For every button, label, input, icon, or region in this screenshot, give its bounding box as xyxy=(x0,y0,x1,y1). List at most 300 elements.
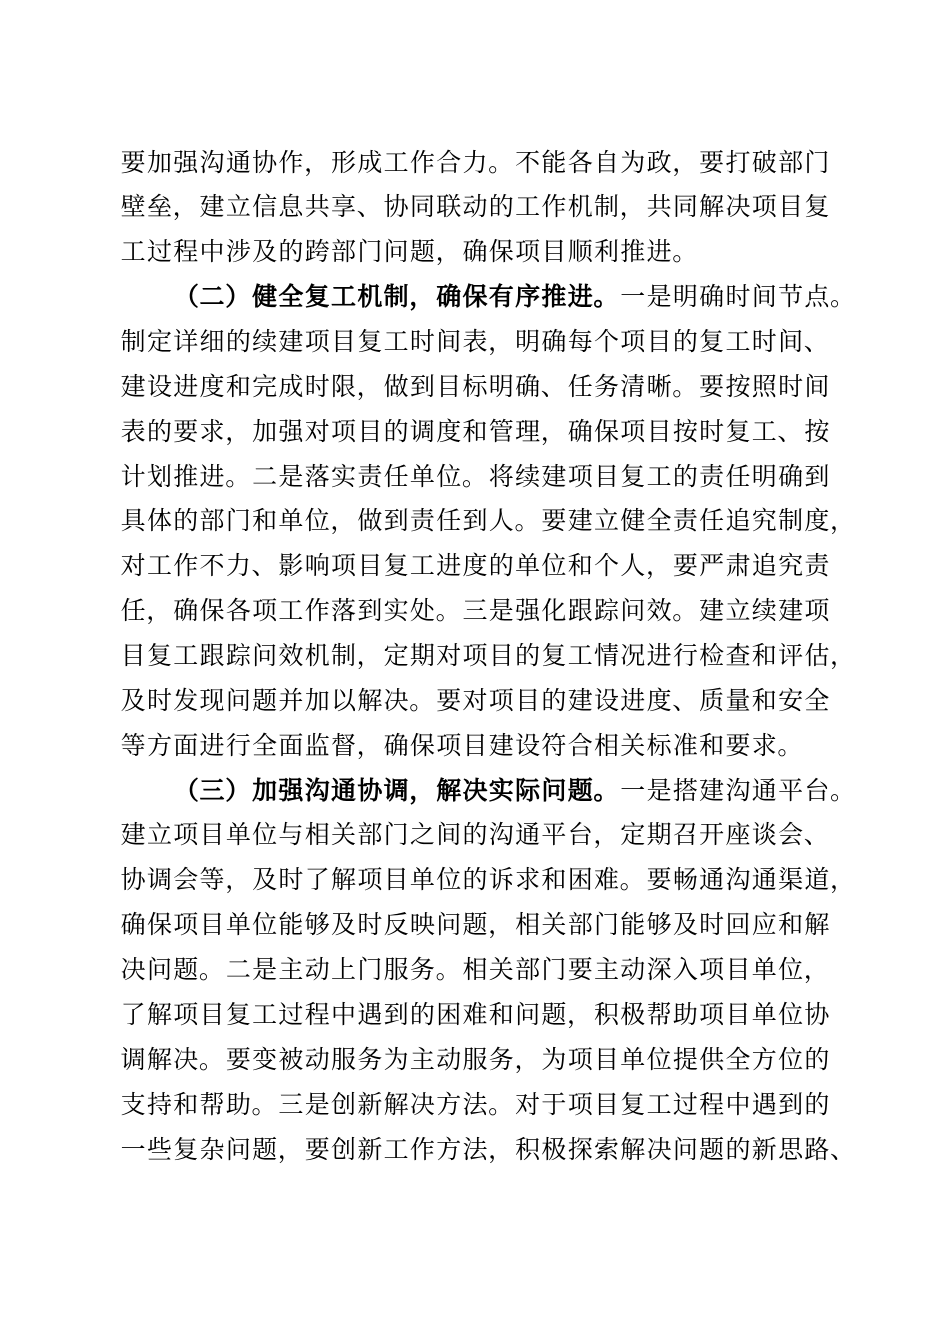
glyph: 目 xyxy=(199,999,225,1029)
glyph: 决 xyxy=(120,955,146,985)
glyph: 设 xyxy=(515,730,541,760)
glyph: 准 xyxy=(672,730,698,760)
glyph: 究 xyxy=(778,551,804,581)
glyph: 位 xyxy=(304,506,330,536)
glyph: 中 xyxy=(331,999,357,1029)
glyph: 全 xyxy=(725,1044,751,1074)
glyph: 壁 xyxy=(120,192,146,222)
glyph: 进 xyxy=(199,461,225,491)
glyph: ， xyxy=(435,237,461,267)
text-line xyxy=(120,1038,880,1083)
glyph: ， xyxy=(304,147,330,177)
glyph: 供 xyxy=(699,1044,725,1074)
glyph: 共 xyxy=(646,192,672,222)
glyph: 要 xyxy=(304,1134,330,1164)
glyph: 跨 xyxy=(304,237,330,267)
glyph: 协 xyxy=(252,147,278,177)
glyph: 中 xyxy=(199,237,225,267)
glyph: 健 xyxy=(252,282,278,312)
glyph: 。 xyxy=(409,685,435,715)
glyph: 和 xyxy=(488,999,514,1029)
glyph: 解 xyxy=(146,999,172,1029)
glyph: 通 xyxy=(515,820,541,850)
glyph: 行 xyxy=(672,641,698,671)
glyph: 项 xyxy=(173,910,199,940)
glyph: 影 xyxy=(278,551,304,581)
glyph: 积 xyxy=(593,999,619,1029)
glyph: 期 xyxy=(409,641,435,671)
line-text xyxy=(120,686,830,715)
glyph: 进 xyxy=(620,685,646,715)
glyph: 全 xyxy=(804,685,830,715)
glyph: 的 xyxy=(488,551,514,581)
glyph: ， xyxy=(514,1044,540,1074)
glyph: 题 xyxy=(173,955,199,985)
glyph: 时 xyxy=(725,282,751,312)
glyph: 目 xyxy=(462,730,488,760)
text-line xyxy=(120,948,880,993)
glyph: 效 xyxy=(278,641,304,671)
glyph: 复 xyxy=(146,641,172,671)
glyph: 要 xyxy=(120,147,146,177)
glyph: 求 xyxy=(515,865,541,895)
glyph: 进 xyxy=(646,237,672,267)
paragraph-section-2 xyxy=(120,275,880,768)
glyph: 沟 xyxy=(304,775,330,805)
glyph: 解 xyxy=(620,1134,646,1164)
glyph: 建 xyxy=(120,820,146,850)
glyph: 合 xyxy=(436,147,462,177)
glyph: 目 xyxy=(593,1089,619,1119)
glyph: 复 xyxy=(620,461,646,491)
glyph: 作 xyxy=(304,596,330,626)
glyph: 标 xyxy=(462,371,488,401)
text-line xyxy=(120,1083,880,1128)
glyph: 求 xyxy=(751,730,777,760)
glyph: 工 xyxy=(120,237,146,267)
line-text xyxy=(620,776,857,805)
glyph: 帮 xyxy=(199,1089,225,1119)
text-line xyxy=(120,230,880,275)
glyph: 协 xyxy=(357,775,383,805)
glyph: 杂 xyxy=(199,1134,225,1164)
glyph: 项 xyxy=(620,327,646,357)
glyph: 、 xyxy=(803,820,829,850)
glyph: ， xyxy=(803,955,829,985)
glyph: 部 xyxy=(778,147,804,177)
glyph: 推 xyxy=(173,461,199,491)
glyph: 表 xyxy=(120,416,146,446)
glyph: 的 xyxy=(804,1044,830,1074)
glyph: 能 xyxy=(278,910,304,940)
glyph: 到 xyxy=(778,1089,804,1119)
glyph: 力 xyxy=(462,147,488,177)
glyph: 情 xyxy=(593,641,619,671)
glyph: 任 xyxy=(567,371,593,401)
glyph: 解 xyxy=(383,1089,409,1119)
glyph: 责 xyxy=(357,461,383,491)
glyph: ， xyxy=(830,506,856,536)
glyph: 检 xyxy=(699,641,725,671)
glyph: 落 xyxy=(304,461,330,491)
glyph: （ xyxy=(173,775,199,805)
glyph: 项 xyxy=(567,1089,593,1119)
glyph: 能 xyxy=(620,910,646,940)
glyph: 确 xyxy=(778,461,804,491)
glyph: 工 xyxy=(383,327,409,357)
glyph: 不 xyxy=(515,147,541,177)
glyph: 到 xyxy=(383,999,409,1029)
line-text xyxy=(120,1045,830,1074)
glyph: 道 xyxy=(804,865,830,895)
glyph: 体 xyxy=(146,506,172,536)
glyph: 全 xyxy=(646,506,672,536)
glyph: 。 xyxy=(672,596,698,626)
glyph: 沟 xyxy=(725,775,751,805)
glyph: 表 xyxy=(462,327,488,357)
glyph: 照 xyxy=(751,371,777,401)
text-line xyxy=(120,769,880,814)
glyph: 。 xyxy=(488,1089,514,1119)
glyph: 节 xyxy=(778,282,804,312)
glyph: 过 xyxy=(278,999,304,1029)
glyph: 限 xyxy=(331,371,357,401)
line-text xyxy=(120,910,830,939)
line-text xyxy=(120,641,856,670)
glyph: 形 xyxy=(331,147,357,177)
glyph: 困 xyxy=(436,999,462,1029)
text-line xyxy=(120,1128,880,1173)
glyph: 遇 xyxy=(751,1089,777,1119)
glyph: 及 xyxy=(252,237,278,267)
glyph: 要 xyxy=(699,371,725,401)
glyph: 创 xyxy=(331,1134,357,1164)
glyph: 计 xyxy=(120,461,146,491)
glyph: 制 xyxy=(331,641,357,671)
glyph: 是 xyxy=(252,955,278,985)
glyph: 目 xyxy=(436,371,462,401)
glyph: 建 xyxy=(199,192,225,222)
glyph: 究 xyxy=(751,506,777,536)
glyph: 建 xyxy=(567,685,593,715)
glyph: 度 xyxy=(804,506,830,536)
glyph: 各 xyxy=(225,596,251,626)
glyph: 细 xyxy=(199,327,225,357)
glyph: 单 xyxy=(515,551,541,581)
glyph: 要 xyxy=(173,416,199,446)
glyph: 目 xyxy=(199,820,225,850)
glyph: 划 xyxy=(146,461,172,491)
glyph: ， xyxy=(146,596,172,626)
glyph: 到 xyxy=(462,506,488,536)
glyph: 复 xyxy=(699,327,725,357)
glyph: 度 xyxy=(462,551,488,581)
text-line xyxy=(120,544,880,589)
glyph: 问 xyxy=(672,1134,698,1164)
glyph: 决 xyxy=(462,775,488,805)
glyph: 台 xyxy=(567,820,593,850)
glyph: 了 xyxy=(304,865,330,895)
glyph: 单 xyxy=(751,999,777,1029)
glyph: 于 xyxy=(541,1089,567,1119)
glyph: 时 xyxy=(751,327,777,357)
glyph: ， xyxy=(356,371,382,401)
glyph: 续 xyxy=(252,327,278,357)
glyph: 新 xyxy=(357,1089,383,1119)
glyph: 及 xyxy=(252,865,278,895)
glyph: 方 xyxy=(751,1044,777,1074)
glyph: 续 xyxy=(751,596,777,626)
line-text xyxy=(120,462,830,491)
glyph: 度 xyxy=(199,371,225,401)
glyph: 路 xyxy=(804,1134,830,1164)
glyph: 的 xyxy=(173,506,199,536)
glyph: 、 xyxy=(803,327,829,357)
glyph: ， xyxy=(225,865,251,895)
glyph: 通 xyxy=(751,865,777,895)
glyph: 定 xyxy=(620,820,646,850)
glyph: 项 xyxy=(173,820,199,850)
glyph: 间 xyxy=(436,327,462,357)
glyph: 时 xyxy=(699,910,725,940)
glyph: 任 xyxy=(436,506,462,536)
glyph: 复 xyxy=(725,416,751,446)
glyph: 解 xyxy=(699,192,725,222)
glyph: 项 xyxy=(751,192,777,222)
text-line xyxy=(120,634,880,679)
glyph: 部 xyxy=(567,910,593,940)
glyph: 目 xyxy=(593,461,619,491)
glyph: 。 xyxy=(251,1089,277,1119)
glyph: 信 xyxy=(252,192,278,222)
glyph: 时 xyxy=(778,371,804,401)
text-line xyxy=(120,320,880,365)
glyph: 方 xyxy=(146,730,172,760)
glyph: 加 xyxy=(304,685,330,715)
glyph: （ xyxy=(173,282,199,312)
glyph: 单 xyxy=(225,910,251,940)
glyph: ， xyxy=(619,192,645,222)
glyph: 台 xyxy=(804,775,830,805)
glyph: 问 xyxy=(146,955,172,985)
glyph: 困 xyxy=(567,865,593,895)
glyph: 的 xyxy=(672,461,698,491)
text-line xyxy=(120,903,880,948)
glyph: 解 xyxy=(804,910,830,940)
glyph: 对 xyxy=(120,551,146,581)
glyph: 要 xyxy=(646,865,672,895)
text-line xyxy=(120,813,880,858)
glyph: 及 xyxy=(120,685,146,715)
glyph: 和 xyxy=(541,865,567,895)
glyph: 况 xyxy=(620,641,646,671)
glyph: 人 xyxy=(620,551,646,581)
glyph: 位 xyxy=(252,820,278,850)
line-text xyxy=(120,506,856,535)
glyph: 各 xyxy=(567,147,593,177)
glyph: 续 xyxy=(515,461,541,491)
glyph: 的 xyxy=(146,416,172,446)
glyph: 单 xyxy=(409,461,435,491)
glyph: 主 xyxy=(593,955,619,985)
glyph: 一 xyxy=(120,1134,146,1164)
glyph: 关 xyxy=(620,730,646,760)
glyph: 通 xyxy=(699,865,725,895)
glyph: ， xyxy=(488,327,514,357)
glyph: 政 xyxy=(646,147,672,177)
glyph: 位 xyxy=(252,910,278,940)
glyph: 工 xyxy=(567,641,593,671)
glyph: 度 xyxy=(436,416,462,446)
glyph: 务 xyxy=(593,371,619,401)
glyph: 行 xyxy=(225,730,251,760)
glyph: 面 xyxy=(278,730,304,760)
glyph: 探 xyxy=(567,1134,593,1164)
glyph: 。 xyxy=(514,506,540,536)
glyph: 目 xyxy=(199,910,225,940)
glyph: 建 xyxy=(120,371,146,401)
glyph: 力 xyxy=(225,551,251,581)
glyph: 难 xyxy=(462,999,488,1029)
glyph: 会 xyxy=(778,820,804,850)
glyph: 、 xyxy=(672,685,698,715)
glyph: 建 xyxy=(699,596,725,626)
glyph: 符 xyxy=(541,730,567,760)
line-text xyxy=(120,148,830,177)
glyph: 度 xyxy=(646,685,672,715)
glyph: 项 xyxy=(699,955,725,985)
glyph: 目 xyxy=(725,999,751,1029)
glyph: 破 xyxy=(751,147,777,177)
glyph: 题 xyxy=(252,1134,278,1164)
glyph: 任 xyxy=(725,461,751,491)
section-heading xyxy=(173,776,620,805)
glyph: 题 xyxy=(699,1134,725,1164)
glyph: 处 xyxy=(409,596,435,626)
glyph: 和 xyxy=(751,685,777,715)
glyph: 定 xyxy=(146,327,172,357)
line-text xyxy=(120,417,830,446)
line-text xyxy=(120,237,699,266)
glyph: 点 xyxy=(804,282,830,312)
glyph: 位 xyxy=(646,1044,672,1074)
glyph: 谈 xyxy=(751,820,777,850)
glyph: 单 xyxy=(620,1044,646,1074)
glyph: 确 xyxy=(462,237,488,267)
glyph: 项 xyxy=(515,237,541,267)
glyph: 位 xyxy=(778,999,804,1029)
glyph: 程 xyxy=(304,999,330,1029)
glyph: 同 xyxy=(672,192,698,222)
glyph: 映 xyxy=(409,910,435,940)
glyph: 项 xyxy=(567,1044,593,1074)
glyph: 项 xyxy=(436,730,462,760)
glyph: 之 xyxy=(409,820,435,850)
glyph: 的 xyxy=(672,327,698,357)
glyph: 、 xyxy=(356,192,382,222)
glyph: 解 xyxy=(331,865,357,895)
glyph: 创 xyxy=(331,1089,357,1119)
glyph: 和 xyxy=(567,551,593,581)
glyph: 间 xyxy=(804,371,830,401)
glyph: 按 xyxy=(725,371,751,401)
glyph: 是 xyxy=(488,596,514,626)
glyph: 目 xyxy=(593,1044,619,1074)
glyph: 务 xyxy=(488,1044,514,1074)
glyph: 有 xyxy=(488,282,514,312)
glyph: 的 xyxy=(225,327,251,357)
text-line xyxy=(120,589,880,634)
glyph: 单 xyxy=(409,865,435,895)
glyph: 协 xyxy=(120,865,146,895)
glyph: 项 xyxy=(252,596,278,626)
glyph: 相 xyxy=(515,910,541,940)
glyph: 明 xyxy=(672,282,698,312)
glyph: 。 xyxy=(672,237,698,267)
glyph: 作 xyxy=(409,147,435,177)
glyph: 复 xyxy=(173,1134,199,1164)
glyph: 工 xyxy=(278,596,304,626)
glyph: 确 xyxy=(436,282,462,312)
glyph: 相 xyxy=(462,955,488,985)
glyph: 沟 xyxy=(199,147,225,177)
glyph: 查 xyxy=(725,641,751,671)
glyph: 实 xyxy=(488,775,514,805)
glyph: 沟 xyxy=(488,820,514,850)
glyph: 严 xyxy=(699,551,725,581)
glyph: 目 xyxy=(357,416,383,446)
glyph: 目 xyxy=(120,641,146,671)
glyph: 门 xyxy=(357,955,383,985)
glyph: 解 xyxy=(357,685,383,715)
glyph: ， xyxy=(356,641,382,671)
glyph: 的 xyxy=(462,865,488,895)
glyph: 部 xyxy=(331,237,357,267)
glyph: 化 xyxy=(541,596,567,626)
glyph: 加 xyxy=(252,416,278,446)
glyph: 进 xyxy=(567,282,593,312)
glyph: 及 xyxy=(672,910,698,940)
glyph: 将 xyxy=(488,461,514,491)
glyph: 明 xyxy=(751,461,777,491)
glyph: ， xyxy=(172,192,198,222)
glyph: 二 xyxy=(199,282,225,312)
glyph: 一 xyxy=(620,282,646,312)
glyph: 强 xyxy=(515,596,541,626)
glyph: 确 xyxy=(567,416,593,446)
glyph: 建 xyxy=(541,461,567,491)
glyph: 决 xyxy=(646,1134,672,1164)
glyph: 动 xyxy=(620,955,646,985)
glyph: 到 xyxy=(804,461,830,491)
glyph: 制 xyxy=(778,506,804,536)
glyph: 位 xyxy=(436,865,462,895)
glyph: 保 xyxy=(199,596,225,626)
glyph: 合 xyxy=(567,730,593,760)
glyph: 门 xyxy=(225,506,251,536)
glyph: 动 xyxy=(304,1044,330,1074)
glyph: 。 xyxy=(198,1044,224,1074)
text-line xyxy=(120,499,880,544)
glyph: 。 xyxy=(777,730,803,760)
glyph: 调 xyxy=(146,865,172,895)
glyph: 要 xyxy=(225,1044,251,1074)
glyph: 目 xyxy=(541,237,567,267)
glyph: 解 xyxy=(146,1044,172,1074)
glyph: 题 xyxy=(252,685,278,715)
line-text xyxy=(120,327,830,356)
glyph: 进 xyxy=(436,551,462,581)
